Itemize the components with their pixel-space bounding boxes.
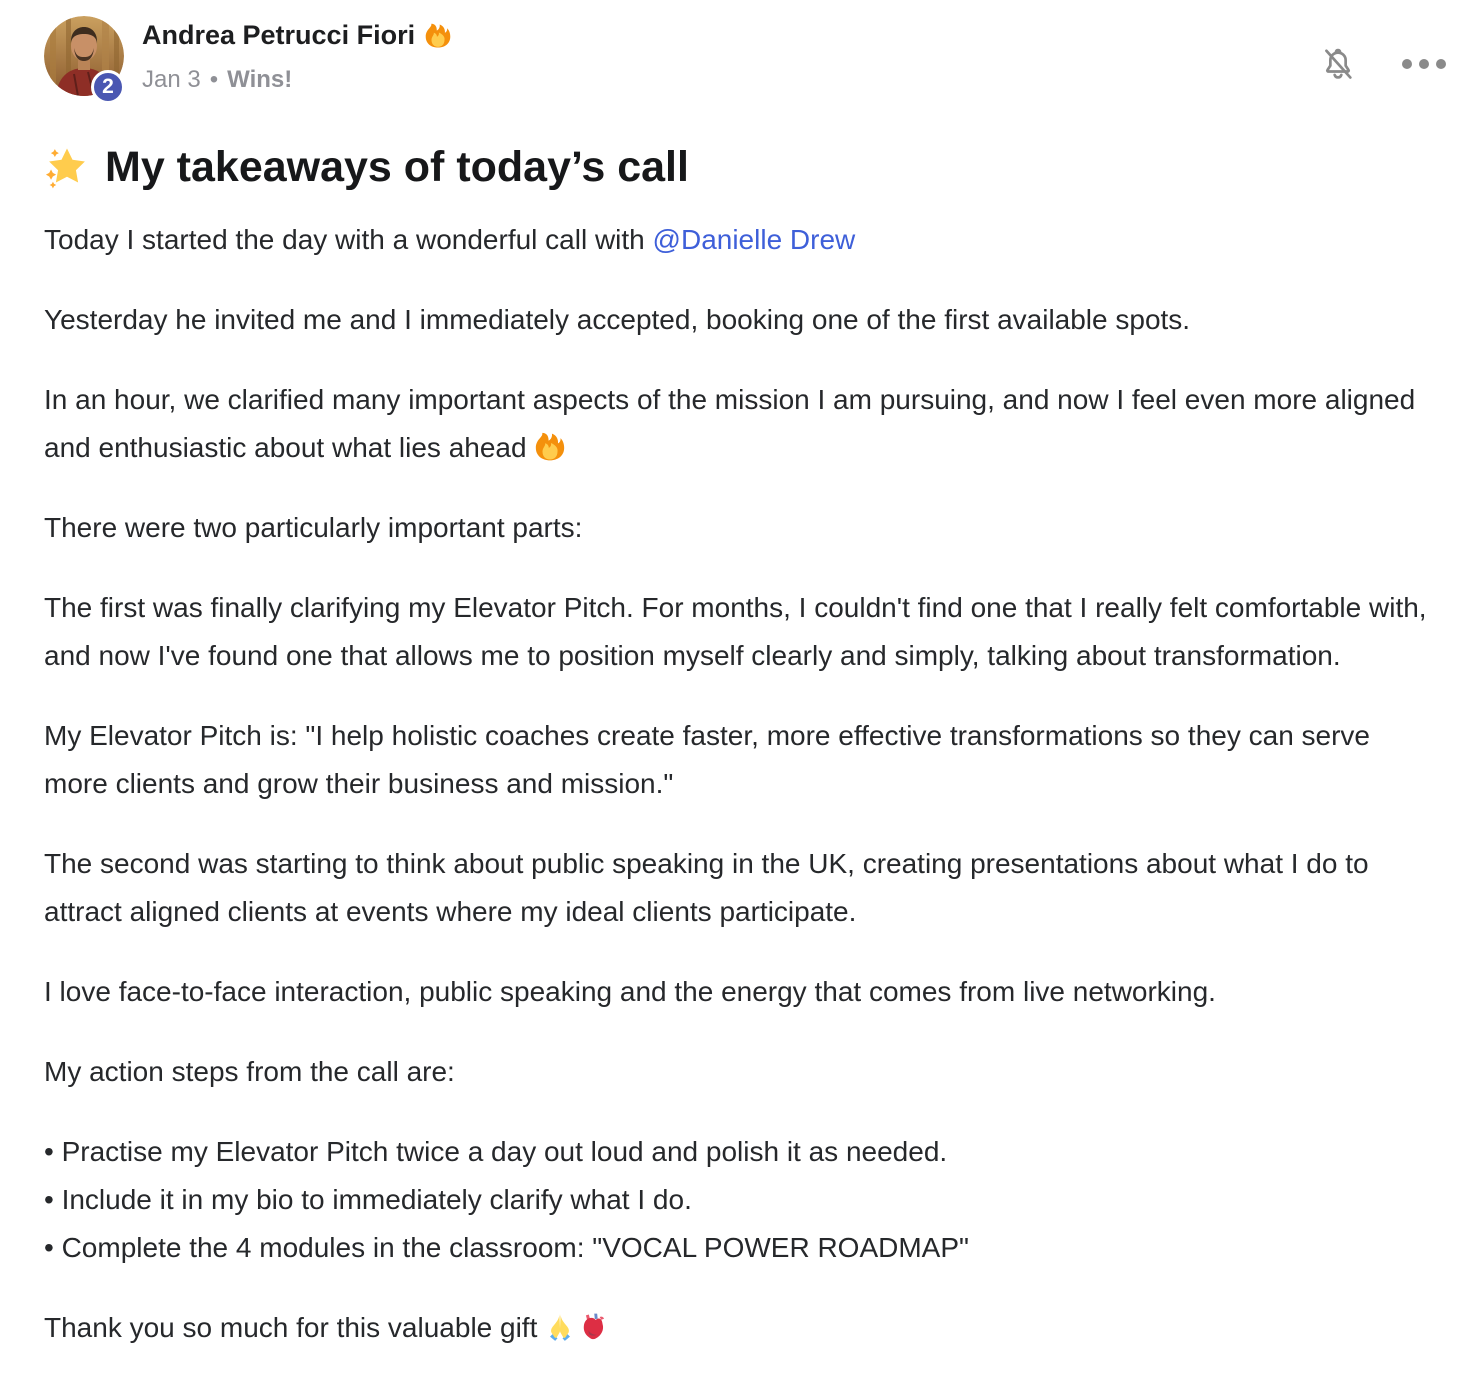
post-title-text: My takeaways of today’s call <box>105 143 689 191</box>
fire-emoji <box>535 432 565 462</box>
paragraph-text: My action steps from the call are: <box>44 1056 455 1087</box>
paragraph-text: In an hour, we clarified many important aspects of the mission I am pursuing, and now I feel even more aligned and enthusiastic about what lies ahead <box>44 384 1416 463</box>
fire-emoji <box>425 23 451 49</box>
paragraph-text: The first was finally clarifying my Elevator Pitch. For months, I couldn't find one that I really felt comfortable with, and now I've found one that allows me to position myself clearly and simply, talking about transformation. <box>44 592 1427 671</box>
paragraph <box>44 968 1438 1016</box>
post-meta <box>142 66 451 94</box>
meta-dot: • <box>209 66 219 93</box>
header-actions <box>1320 40 1446 88</box>
notifications-muted-button[interactable] <box>1320 44 1356 84</box>
paragraph <box>44 584 1438 680</box>
paragraph-text: There were two particularly important parts: <box>44 512 583 543</box>
list-item: • Include it in my bio to immediately clarify what I do. <box>44 1184 692 1215</box>
author-name-text: Andrea Petrucci Fiori <box>142 20 416 50</box>
paragraph <box>44 712 1438 808</box>
author-name[interactable] <box>142 20 451 51</box>
paragraph <box>44 376 1438 472</box>
post-body <box>44 216 1438 1352</box>
bell-muted-icon <box>1320 44 1356 84</box>
author-block <box>142 16 451 96</box>
avatar[interactable] <box>44 16 124 96</box>
post-title <box>44 140 1438 194</box>
list-item: • Complete the 4 modules in the classroom: "VOCAL POWER ROADMAP" <box>44 1232 969 1263</box>
paragraph <box>44 1048 1438 1096</box>
paragraph-text: My Elevator Pitch is: "I help holistic coaches create faster, more effective transformations so they can serve more clients and grow their business and mission." <box>44 720 1371 799</box>
paragraph-text: Today I started the day with a wonderful call with <box>44 224 653 255</box>
bullet-list <box>44 1128 1438 1272</box>
level-badge: 2 <box>91 70 125 104</box>
paragraph-text: The second was starting to think about public speaking in the UK, creating presentations about what I do to attract aligned clients at events where my ideal clients participate. <box>44 848 1369 927</box>
paragraph-text: I love face-to-face interaction, public speaking and the energy that comes from live networking. <box>44 976 1216 1007</box>
anatomical-heart-emoji <box>578 1312 608 1342</box>
ellipsis-icon <box>1402 59 1446 69</box>
post-options-button[interactable] <box>1402 59 1446 69</box>
paragraph <box>44 504 1438 552</box>
paragraph-text: Thank you so much for this valuable gift <box>44 1312 538 1343</box>
paragraph-text: Yesterday he invited me and I immediately accepted, booking one of the first available spots. <box>44 304 1191 335</box>
paragraph <box>44 296 1438 344</box>
post-date: Jan 3 <box>142 66 201 93</box>
folded-hands-emoji <box>545 1312 575 1342</box>
list-item: • Practise my Elevator Pitch twice a day out loud and polish it as needed. <box>44 1136 948 1167</box>
glowing-star-emoji <box>44 144 90 190</box>
post-category[interactable]: Wins! <box>227 66 293 93</box>
closing-paragraph <box>44 1304 1438 1352</box>
paragraph <box>44 216 1438 264</box>
paragraph <box>44 840 1438 936</box>
mention-link[interactable]: @Danielle Drew <box>652 224 856 255</box>
post-header <box>44 0 1438 96</box>
